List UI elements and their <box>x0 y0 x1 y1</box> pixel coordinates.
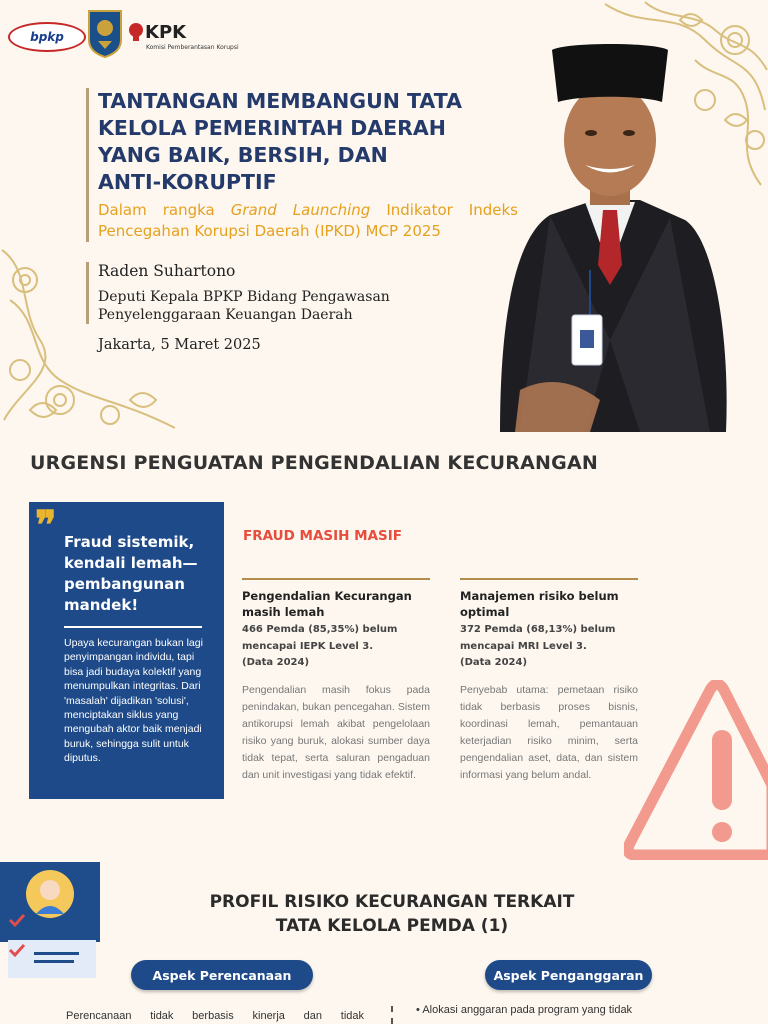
column-manajemen-risiko <box>460 578 638 784</box>
page-title <box>98 88 518 196</box>
title-line: KELOLA PEMERINTAH DAERAH <box>98 116 446 140</box>
kpk-emblem-icon <box>128 22 144 42</box>
kpk-logo-text: KPK <box>145 22 187 43</box>
fraud-title: FRAUD MASIH MASIF <box>243 528 402 544</box>
column-heading: Pengendalian Kecurangan masih lemah <box>242 589 412 619</box>
penganggaran-text <box>416 1004 706 1016</box>
title-line: TANTANGAN MEMBANGUN TATA <box>98 89 462 113</box>
warning-icon <box>624 680 768 860</box>
column-heading: Manajemen risiko belum optimal <box>460 589 619 619</box>
speaker-role-line: Deputi Kepala BPKP Bidang Pengawasan <box>98 289 390 305</box>
column-stat-note: (Data 2024) <box>242 657 310 668</box>
penganggaran-item: Alokasi anggaran pada program yang tidak <box>422 1004 633 1016</box>
profil-heading-line: PROFIL RISIKO KECURANGAN TERKAIT <box>209 892 575 912</box>
column-body: Penyebab utama: pemetaan risiko tidak berbasis proses bisnis, koordinasi lemah, pemantauan keterjadian risiko minim, serta pengendalian aset, data, dan sistem informasi yang belum andal. <box>460 683 638 781</box>
speaker-portrait <box>490 40 730 432</box>
ministry-emblem-icon <box>86 8 124 58</box>
quote-title: Fraud sistemik, kendali lemah—pembangunan mandek! <box>64 533 198 614</box>
speaker-role-line: Penyelenggaraan Keuangan Daerah <box>98 307 353 323</box>
event-subtitle <box>98 200 518 242</box>
event-date: Jakarta, 5 Maret 2025 <box>98 337 261 353</box>
title-block <box>86 88 518 242</box>
quote-body: Upaya kecurangan bukan lagi penyimpangan individu, tapi bisa jadi budaya kolektif yang menumpulkan integritas. Dari 'masalah' dijadikan 'solusi', menciptakan siklus yang mengubah aktor baik menjadi buruk, sehingga sulit untuk diputus. <box>64 637 203 765</box>
column-body: Pengendalian masih fokus pada penindakan, bukan pencegahan. Sistem antikorupsi lemah akibat pengelolaan risiko yang buruk, alokasi sumber daya tidak tepat, serta saluran pengaduan dan unit investigasi yang tidak efektif. <box>242 683 430 781</box>
urgensi-heading: URGENSI PENGUATAN PENGENDALIAN KECURANGAN <box>30 452 598 474</box>
perencanaan-text: Perencanaan tidak berbasis kinerja dan tidak <box>66 1010 364 1022</box>
column-stat-note: (Data 2024) <box>460 657 528 668</box>
title-line: YANG BAIK, BERSIH, DAN <box>98 143 388 167</box>
logo-bar <box>8 8 238 60</box>
subtitle-emphasis: Grand Launching <box>230 201 371 219</box>
profil-heading-line: TATA KELOLA PEMDA (1) <box>275 916 509 936</box>
title-line: ANTI-KORUPTIF <box>98 170 277 194</box>
dashed-divider <box>391 1006 393 1024</box>
checklist-profile-icon <box>0 862 100 980</box>
quote-box <box>29 502 224 799</box>
profil-heading <box>160 890 624 938</box>
bpkp-logo: bpkp <box>8 22 86 52</box>
column-pengendalian <box>242 578 430 784</box>
subtitle-prefix: Dalam rangka <box>98 201 231 219</box>
subtitle-suffix: Indikator Indeks Pencegahan Korupsi Daerah (IPKD) MCP 2025 <box>98 201 518 240</box>
kpk-subtitle: Komisi Pemberantasan Korupsi <box>146 44 239 51</box>
bullet: • <box>416 1004 420 1016</box>
speaker-name: Raden Suhartono <box>98 262 236 280</box>
quote-mark-icon: ❞ <box>35 502 57 549</box>
speaker-role <box>98 288 498 324</box>
aspek-perencanaan-button[interactable]: Aspek Perencanaan <box>131 960 313 990</box>
speaker-block <box>86 262 498 324</box>
quote-divider <box>64 626 202 628</box>
aspek-penganggaran-button[interactable]: Aspek Penganggaran <box>485 960 652 990</box>
column-stat: 372 Pemda (68,13%) belum mencapai MRI Level 3. <box>460 624 616 652</box>
column-stat: 466 Pemda (85,35%) belum mencapai IEPK Level 3. <box>242 624 398 652</box>
